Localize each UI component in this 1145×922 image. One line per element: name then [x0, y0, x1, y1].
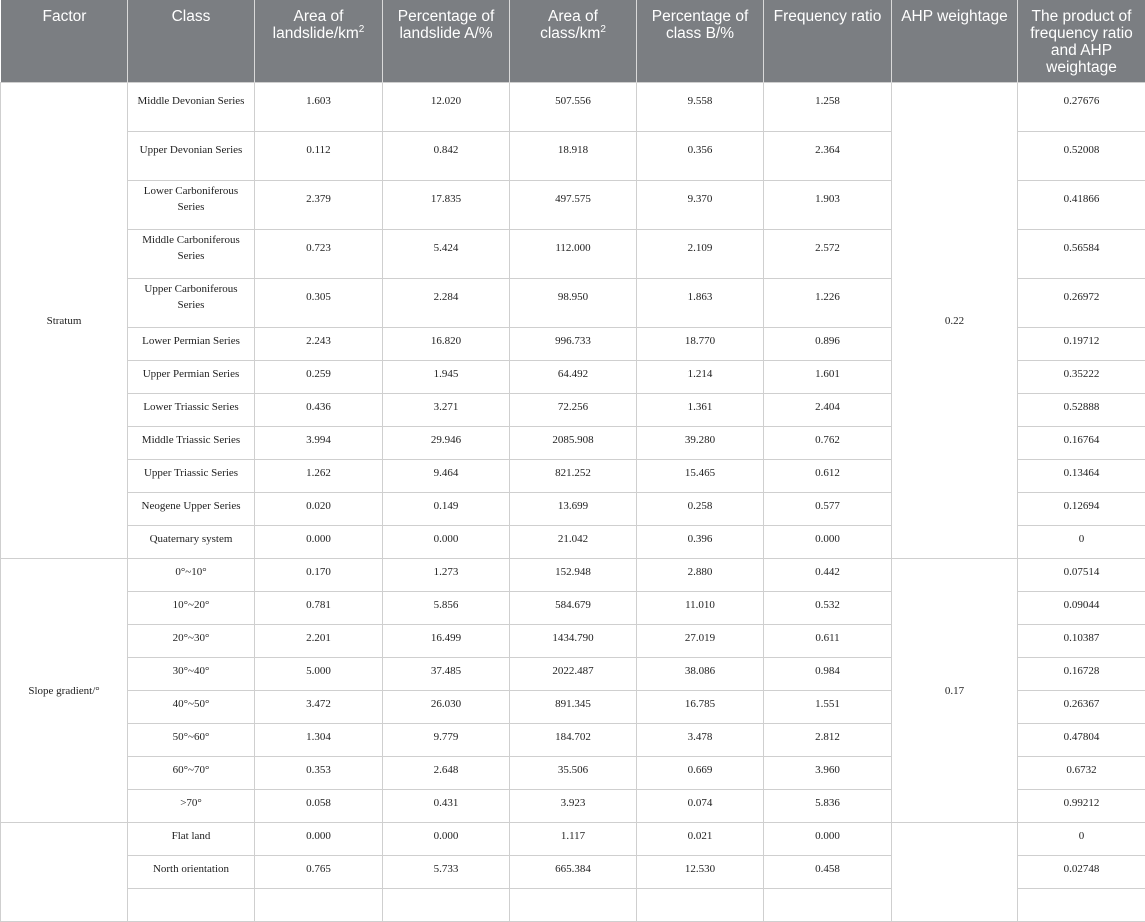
header-class [128, 0, 255, 83]
area-landslide-cell: 0.353 [255, 757, 383, 790]
class-cell: Middle Devonian Series [128, 83, 255, 132]
product-cell: 0.52888 [1018, 394, 1145, 427]
header-label: Class [172, 8, 211, 25]
pct-landslide-cell: 5.424 [383, 230, 510, 279]
table-row [1, 83, 1145, 132]
area-class-cell: 1434.790 [510, 625, 637, 658]
area-class-cell: 184.702 [510, 724, 637, 757]
area-class-cell: 64.492 [510, 361, 637, 394]
table-body [1, 83, 1145, 922]
pct-class-cell: 18.770 [637, 328, 764, 361]
frequency-ratio-cell: 2.812 [764, 724, 892, 757]
pct-class-cell [637, 889, 764, 922]
product-cell: 0.13464 [1018, 460, 1145, 493]
header-area-landslide [255, 0, 383, 83]
frequency-ratio-cell [764, 889, 892, 922]
class-cell: Upper Carboniferous Series [128, 279, 255, 328]
class-cell: Lower Permian Series [128, 328, 255, 361]
frequency-ratio-cell: 0.612 [764, 460, 892, 493]
area-class-cell: 1.117 [510, 823, 637, 856]
area-class-cell: 152.948 [510, 559, 637, 592]
product-cell: 0.09044 [1018, 592, 1145, 625]
pct-landslide-cell: 26.030 [383, 691, 510, 724]
area-class-cell: 821.252 [510, 460, 637, 493]
area-landslide-cell: 0.723 [255, 230, 383, 279]
table-row [1, 559, 1145, 592]
pct-class-cell: 0.396 [637, 526, 764, 559]
class-cell: Upper Devonian Series [128, 132, 255, 181]
frequency-ratio-cell: 0.458 [764, 856, 892, 889]
pct-landslide-cell: 16.499 [383, 625, 510, 658]
header-label: Percentage of class B/% [652, 8, 749, 42]
pct-landslide-cell: 3.271 [383, 394, 510, 427]
area-class-cell [510, 889, 637, 922]
table-header [1, 0, 1145, 83]
area-landslide-cell: 0.000 [255, 823, 383, 856]
area-landslide-cell: 0.781 [255, 592, 383, 625]
product-cell: 0.26972 [1018, 279, 1145, 328]
area-class-cell: 18.918 [510, 132, 637, 181]
frequency-ratio-cell: 0.000 [764, 526, 892, 559]
pct-landslide-cell: 29.946 [383, 427, 510, 460]
class-cell: Middle Carboniferous Series [128, 230, 255, 279]
pct-class-cell: 0.356 [637, 132, 764, 181]
area-class-cell: 996.733 [510, 328, 637, 361]
class-cell: 60°~70° [128, 757, 255, 790]
class-cell: Lower Carboniferous Series [128, 181, 255, 230]
pct-landslide-cell: 2.284 [383, 279, 510, 328]
pct-class-cell: 39.280 [637, 427, 764, 460]
class-cell: Neogene Upper Series [128, 493, 255, 526]
header-pct-landslide [383, 0, 510, 83]
header-factor [1, 0, 128, 83]
pct-class-cell: 1.214 [637, 361, 764, 394]
class-cell: 40°~50° [128, 691, 255, 724]
header-label: Factor [43, 8, 87, 25]
product-cell [1018, 889, 1145, 922]
frequency-ratio-cell: 2.572 [764, 230, 892, 279]
product-cell: 0.6732 [1018, 757, 1145, 790]
ahp-weightage-cell: 0.22 [892, 83, 1018, 559]
class-cell: 10°~20° [128, 592, 255, 625]
product-cell: 0.07514 [1018, 559, 1145, 592]
pct-class-cell: 11.010 [637, 592, 764, 625]
product-cell: 0.27676 [1018, 83, 1145, 132]
frequency-ratio-cell: 1.601 [764, 361, 892, 394]
pct-class-cell: 12.530 [637, 856, 764, 889]
frequency-ratio-cell: 5.836 [764, 790, 892, 823]
product-cell: 0.10387 [1018, 625, 1145, 658]
frequency-ratio-cell: 1.258 [764, 83, 892, 132]
area-landslide-cell: 0.000 [255, 526, 383, 559]
product-cell: 0.16764 [1018, 427, 1145, 460]
product-cell: 0.12694 [1018, 493, 1145, 526]
pct-landslide-cell: 16.820 [383, 328, 510, 361]
pct-class-cell: 38.086 [637, 658, 764, 691]
pct-class-cell: 0.258 [637, 493, 764, 526]
area-class-cell: 3.923 [510, 790, 637, 823]
class-cell [128, 889, 255, 922]
area-landslide-cell: 3.994 [255, 427, 383, 460]
area-class-cell: 35.506 [510, 757, 637, 790]
area-landslide-cell: 1.262 [255, 460, 383, 493]
frequency-ratio-cell: 1.226 [764, 279, 892, 328]
frequency-ratio-cell: 0.442 [764, 559, 892, 592]
frequency-ratio-cell: 1.903 [764, 181, 892, 230]
area-class-cell: 21.042 [510, 526, 637, 559]
header-row [1, 0, 1145, 83]
pct-landslide-cell: 1.945 [383, 361, 510, 394]
header-pct-class [637, 0, 764, 83]
area-landslide-cell: 0.058 [255, 790, 383, 823]
area-landslide-cell: 0.765 [255, 856, 383, 889]
pct-landslide-cell: 0.149 [383, 493, 510, 526]
factor-cell: Slope gradient/° [1, 559, 128, 823]
area-landslide-cell: 2.379 [255, 181, 383, 230]
pct-landslide-cell: 37.485 [383, 658, 510, 691]
pct-landslide-cell: 0.000 [383, 823, 510, 856]
pct-class-cell: 1.361 [637, 394, 764, 427]
area-class-cell: 507.556 [510, 83, 637, 132]
pct-class-cell: 9.558 [637, 83, 764, 132]
pct-landslide-cell: 0.000 [383, 526, 510, 559]
area-class-cell: 13.699 [510, 493, 637, 526]
header-product [1018, 0, 1145, 83]
area-class-cell: 72.256 [510, 394, 637, 427]
pct-landslide-cell: 5.733 [383, 856, 510, 889]
area-class-cell: 497.575 [510, 181, 637, 230]
header-label: Area of class/km [540, 8, 600, 42]
area-landslide-cell: 1.304 [255, 724, 383, 757]
frequency-ratio-cell: 3.960 [764, 757, 892, 790]
product-cell: 0.47804 [1018, 724, 1145, 757]
pct-class-cell: 16.785 [637, 691, 764, 724]
product-cell: 0.99212 [1018, 790, 1145, 823]
product-cell: 0 [1018, 526, 1145, 559]
pct-landslide-cell: 5.856 [383, 592, 510, 625]
area-landslide-cell [255, 889, 383, 922]
product-cell: 0.26367 [1018, 691, 1145, 724]
class-cell: Quaternary system [128, 526, 255, 559]
class-cell: Flat land [128, 823, 255, 856]
pct-class-cell: 27.019 [637, 625, 764, 658]
pct-class-cell: 1.863 [637, 279, 764, 328]
pct-landslide-cell: 9.779 [383, 724, 510, 757]
area-class-cell: 891.345 [510, 691, 637, 724]
pct-class-cell: 0.669 [637, 757, 764, 790]
frequency-ratio-cell: 0.577 [764, 493, 892, 526]
area-landslide-cell: 2.201 [255, 625, 383, 658]
area-landslide-cell: 0.112 [255, 132, 383, 181]
product-cell: 0.16728 [1018, 658, 1145, 691]
area-landslide-cell: 0.259 [255, 361, 383, 394]
frequency-ratio-cell: 0.762 [764, 427, 892, 460]
factor-cell [1, 823, 128, 922]
header-label: Percentage of landslide A/% [398, 8, 495, 42]
ahp-weightage-cell [892, 823, 1018, 922]
product-cell: 0.02748 [1018, 856, 1145, 889]
frequency-ratio-cell: 0.000 [764, 823, 892, 856]
class-cell: North orientation [128, 856, 255, 889]
area-class-cell: 112.000 [510, 230, 637, 279]
header-frequency-ratio [764, 0, 892, 83]
product-cell: 0.35222 [1018, 361, 1145, 394]
header-label: The product of frequency ratio and AHP weightage [1030, 8, 1133, 76]
pct-landslide-cell: 0.842 [383, 132, 510, 181]
class-cell: 0°~10° [128, 559, 255, 592]
class-cell: 50°~60° [128, 724, 255, 757]
pct-class-cell: 9.370 [637, 181, 764, 230]
frequency-ratio-cell: 0.532 [764, 592, 892, 625]
area-class-cell: 2022.487 [510, 658, 637, 691]
frequency-ratio-cell: 0.896 [764, 328, 892, 361]
header-area-class [510, 0, 637, 83]
pct-landslide-cell: 2.648 [383, 757, 510, 790]
table-row [1, 823, 1145, 856]
pct-class-cell: 2.109 [637, 230, 764, 279]
frequency-ratio-cell: 2.364 [764, 132, 892, 181]
area-landslide-cell: 2.243 [255, 328, 383, 361]
factor-cell: Stratum [1, 83, 128, 559]
header-label: AHP weightage [901, 8, 1008, 25]
area-landslide-cell: 3.472 [255, 691, 383, 724]
pct-class-cell: 0.074 [637, 790, 764, 823]
frequency-ratio-cell: 0.984 [764, 658, 892, 691]
area-class-cell: 98.950 [510, 279, 637, 328]
area-class-cell: 584.679 [510, 592, 637, 625]
pct-landslide-cell: 12.020 [383, 83, 510, 132]
class-cell: Upper Permian Series [128, 361, 255, 394]
area-landslide-cell: 0.436 [255, 394, 383, 427]
area-class-cell: 2085.908 [510, 427, 637, 460]
pct-class-cell: 2.880 [637, 559, 764, 592]
pct-landslide-cell: 17.835 [383, 181, 510, 230]
header-superscript: 2 [359, 24, 365, 35]
area-landslide-cell: 0.020 [255, 493, 383, 526]
pct-landslide-cell [383, 889, 510, 922]
product-cell: 0.52008 [1018, 132, 1145, 181]
class-cell: >70° [128, 790, 255, 823]
area-landslide-cell: 1.603 [255, 83, 383, 132]
ahp-weightage-cell: 0.17 [892, 559, 1018, 823]
class-cell: Middle Triassic Series [128, 427, 255, 460]
area-class-cell: 665.384 [510, 856, 637, 889]
product-cell: 0.41866 [1018, 181, 1145, 230]
pct-landslide-cell: 9.464 [383, 460, 510, 493]
frequency-ratio-cell: 0.611 [764, 625, 892, 658]
class-cell: Lower Triassic Series [128, 394, 255, 427]
pct-class-cell: 0.021 [637, 823, 764, 856]
class-cell: 20°~30° [128, 625, 255, 658]
pct-landslide-cell: 1.273 [383, 559, 510, 592]
product-cell: 0 [1018, 823, 1145, 856]
area-landslide-cell: 0.305 [255, 279, 383, 328]
pct-landslide-cell: 0.431 [383, 790, 510, 823]
area-landslide-cell: 5.000 [255, 658, 383, 691]
pct-class-cell: 3.478 [637, 724, 764, 757]
product-cell: 0.19712 [1018, 328, 1145, 361]
pct-class-cell: 15.465 [637, 460, 764, 493]
class-cell: 30°~40° [128, 658, 255, 691]
header-superscript: 2 [600, 24, 606, 35]
frequency-ratio-cell: 2.404 [764, 394, 892, 427]
header-label: Area of landslide/km [273, 8, 359, 42]
area-landslide-cell: 0.170 [255, 559, 383, 592]
frequency-ratio-cell: 1.551 [764, 691, 892, 724]
header-ahp-weightage [892, 0, 1018, 83]
class-cell: Upper Triassic Series [128, 460, 255, 493]
product-cell: 0.56584 [1018, 230, 1145, 279]
header-label: Frequency ratio [774, 8, 882, 25]
